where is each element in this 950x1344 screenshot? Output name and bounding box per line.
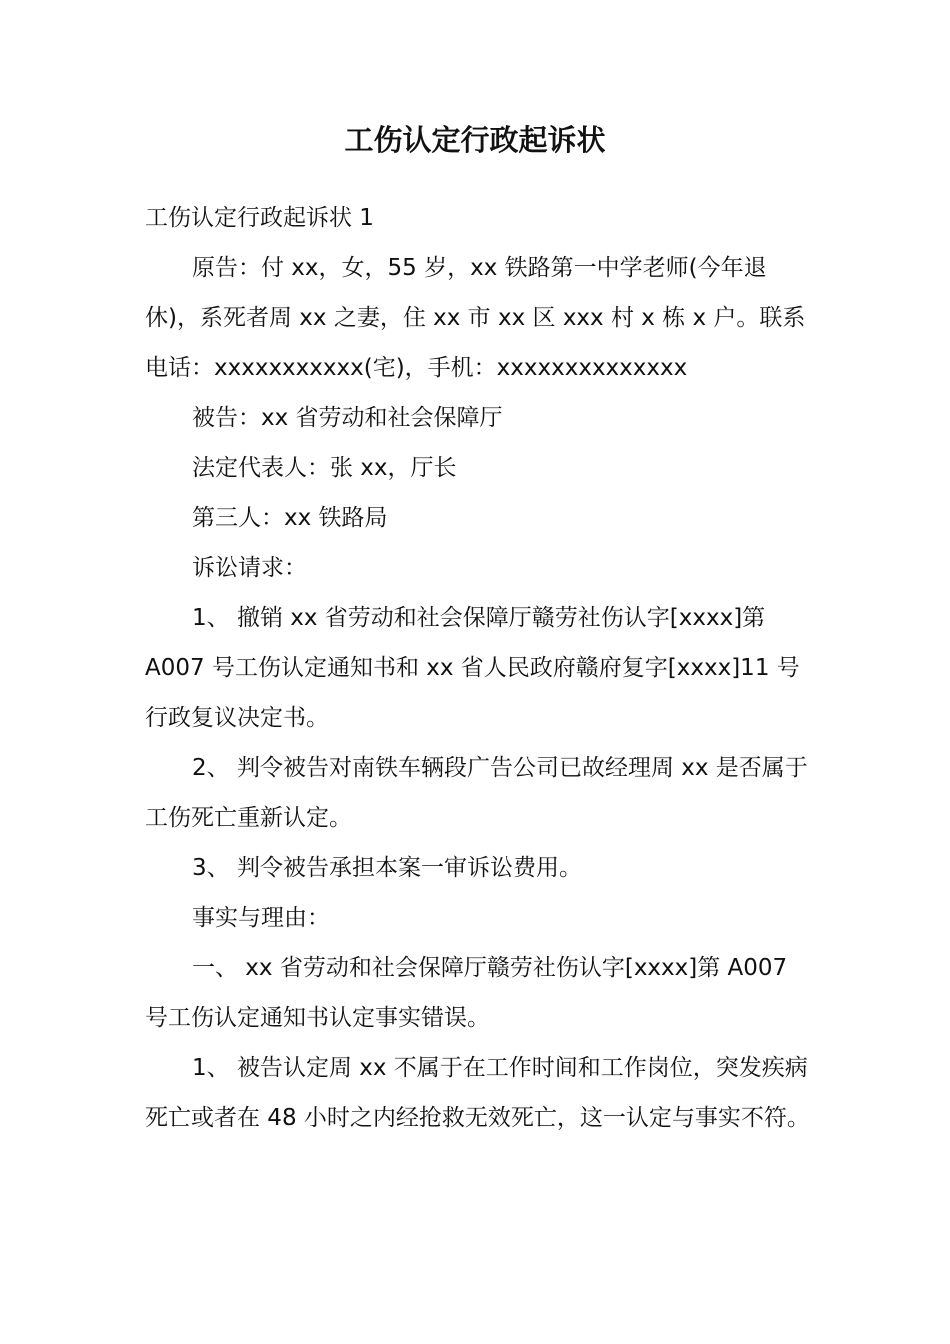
paragraph-plaintiff: 原告：付 xx，女，55 岁，xx 铁路第一中学老师(今年退休)，系死者周 xx 之妻，住 xx 市 xx 区 xxx 村 x 栋 x 户。联系电话：xxxxxxxxxxx(宅)，手机：xxxxxxxxxxxxxx: [145, 255, 806, 381]
paragraph-third-party: 第三人：xx 铁路局: [192, 505, 388, 531]
document-body: [145, 193, 810, 1143]
paragraph-subtitle: 工伤认定行政起诉状 1: [145, 205, 374, 231]
paragraph-defendant: 被告：xx 省劳动和社会保障厅: [192, 405, 503, 431]
paragraph-claim-2: 2、 判令被告对南铁车辆段广告公司已故经理周 xx 是否属于工伤死亡重新认定。: [145, 755, 808, 831]
paragraph-claims-heading: 诉讼请求：: [192, 555, 307, 581]
paragraph-legal-representative: 法定代表人：张 xx，厅长: [192, 455, 457, 481]
paragraph-facts-heading: 事实与理由：: [192, 905, 330, 931]
paragraph-claim-1: 1、 撤销 xx 省劳动和社会保障厅赣劳社伤认字[xxxx]第 A007 号工伤认定通知书和 xx 省人民政府赣府复字[xxxx]11 号行政复议决定书。: [145, 605, 800, 731]
document-title: 工伤认定行政起诉状: [344, 123, 606, 157]
paragraph-fact-1: 一、 xx 省劳动和社会保障厅赣劳社伤认字[xxxx]第 A007 号工伤认定通知书认定事实错误。: [145, 955, 788, 1031]
paragraph-claim-3: 3、 判令被告承担本案一审诉讼费用。: [192, 855, 582, 881]
paragraph-fact-1-1: 1、 被告认定周 xx 不属于在工作时间和工作岗位，突发疾病死亡或者在 48 小时之内经抢救无效死亡，这一认定与事实不符。: [145, 1055, 810, 1131]
